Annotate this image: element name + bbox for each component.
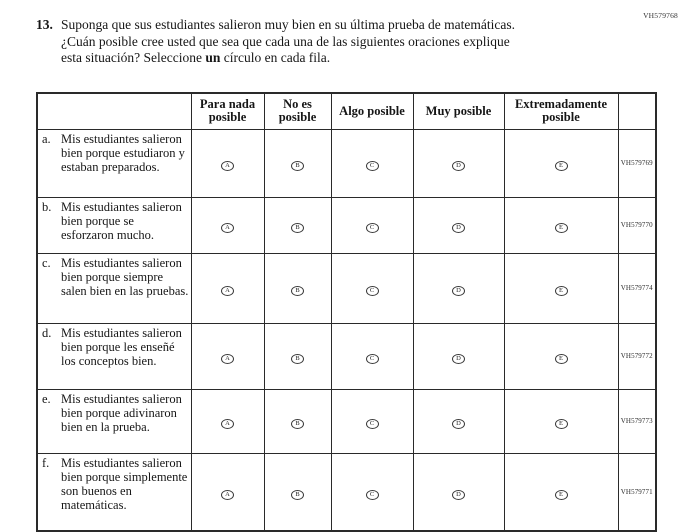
option-cell[interactable] — [191, 253, 264, 323]
table-row-b — [37, 197, 656, 253]
option-cell[interactable] — [191, 129, 264, 197]
option-cell[interactable] — [191, 453, 264, 531]
header-code-empty — [618, 93, 656, 129]
option-d-circle[interactable]: D — [452, 490, 465, 500]
option-cell[interactable] — [331, 323, 413, 389]
row-stem — [37, 253, 191, 323]
question-line-1: Suponga que sus estudiantes salieron muy bien en su última prueba de matemáticas. — [61, 17, 516, 32]
option-cell[interactable] — [504, 453, 618, 531]
option-cell[interactable] — [331, 389, 413, 453]
table-row-e — [37, 389, 656, 453]
accession-code-row: VH579774 — [618, 253, 656, 323]
option-a-circle[interactable]: A — [221, 490, 234, 500]
question-number: 13. — [36, 17, 53, 32]
likert-table — [36, 92, 657, 532]
row-statement: Mis estudiantes salieron bien porque simplemente son buenos en matemáticas. — [61, 455, 188, 513]
table-row-a — [37, 129, 656, 197]
accession-code-page: VH579768 — [643, 11, 678, 20]
option-cell[interactable] — [504, 389, 618, 453]
row-statement: Mis estudiantes salieron bien porque les enseñé los conceptos bien. — [61, 325, 182, 368]
question-text — [61, 17, 515, 67]
question-line-3: esta situación? Seleccione un círculo en cada fila. — [61, 50, 331, 65]
row-stem — [37, 197, 191, 253]
option-b-circle[interactable]: B — [291, 161, 304, 171]
option-e-circle[interactable]: E — [555, 286, 568, 296]
option-cell[interactable] — [413, 129, 504, 197]
option-e-circle[interactable]: E — [555, 161, 568, 171]
option-e-circle[interactable]: E — [555, 490, 568, 500]
option-c-circle[interactable]: C — [366, 354, 379, 364]
table-row-d — [37, 323, 656, 389]
option-d-circle[interactable]: D — [452, 223, 465, 233]
option-cell[interactable] — [504, 129, 618, 197]
option-cell[interactable] — [264, 323, 331, 389]
option-cell[interactable] — [331, 453, 413, 531]
accession-code-row: VH579772 — [618, 323, 656, 389]
option-c-circle[interactable]: C — [366, 490, 379, 500]
header-muy-posible: Muy posible — [413, 93, 504, 129]
option-cell[interactable] — [331, 197, 413, 253]
option-c-circle[interactable]: C — [366, 223, 379, 233]
option-cell[interactable] — [504, 253, 618, 323]
option-b-circle[interactable]: B — [291, 354, 304, 364]
option-cell[interactable] — [264, 197, 331, 253]
option-cell[interactable] — [413, 253, 504, 323]
option-cell[interactable] — [413, 323, 504, 389]
option-c-circle[interactable]: C — [366, 419, 379, 429]
option-d-circle[interactable]: D — [452, 161, 465, 171]
header-algo-posible: Algo posible — [331, 93, 413, 129]
option-a-circle[interactable]: A — [221, 419, 234, 429]
option-cell[interactable] — [264, 453, 331, 531]
option-b-circle[interactable]: B — [291, 286, 304, 296]
option-c-circle[interactable]: C — [366, 286, 379, 296]
row-stem — [37, 129, 191, 197]
option-d-circle[interactable]: D — [452, 354, 465, 364]
row-statement: Mis estudiantes salieron bien porque estudiaron y estaban preparados. — [61, 131, 185, 174]
option-cell[interactable] — [264, 389, 331, 453]
row-letter: d. — [42, 325, 52, 340]
row-letter: a. — [42, 131, 51, 146]
row-stem — [37, 323, 191, 389]
accession-code-row: VH579770 — [618, 197, 656, 253]
option-e-circle[interactable]: E — [555, 223, 568, 233]
accession-code-row: VH579769 — [618, 129, 656, 197]
option-a-circle[interactable]: A — [221, 161, 234, 171]
option-cell[interactable] — [264, 129, 331, 197]
option-cell[interactable] — [504, 197, 618, 253]
question-line-2: ¿Cuán posible cree usted que sea que cada una de las siguientes oraciones explique — [61, 33, 510, 49]
header-extremadamente-posible: Extremadamente posible — [504, 93, 618, 129]
option-cell[interactable] — [504, 323, 618, 389]
table-row-c — [37, 253, 656, 323]
option-b-circle[interactable]: B — [291, 223, 304, 233]
option-a-circle[interactable]: A — [221, 223, 234, 233]
row-letter: b. — [42, 199, 52, 214]
option-cell[interactable] — [331, 129, 413, 197]
option-d-circle[interactable]: D — [452, 419, 465, 429]
option-c-circle[interactable]: C — [366, 161, 379, 171]
option-a-circle[interactable]: A — [221, 286, 234, 296]
row-letter: c. — [42, 255, 51, 270]
header-stem-empty — [37, 93, 191, 129]
accession-code-row: VH579771 — [618, 453, 656, 531]
option-cell[interactable] — [191, 389, 264, 453]
row-statement: Mis estudiantes salieron bien porque se esforzaron mucho. — [61, 199, 182, 242]
option-cell[interactable] — [331, 253, 413, 323]
row-stem — [37, 389, 191, 453]
option-a-circle[interactable]: A — [221, 354, 234, 364]
row-statement: Mis estudiantes salieron bien porque adivinaron bien en la prueba. — [61, 391, 182, 434]
option-cell[interactable] — [413, 197, 504, 253]
question-block — [36, 17, 515, 67]
header-row — [37, 93, 656, 129]
option-cell[interactable] — [413, 453, 504, 531]
row-stem — [37, 453, 191, 531]
option-cell[interactable] — [191, 323, 264, 389]
header-no-es-posible: No es posible — [264, 93, 331, 129]
option-cell[interactable] — [413, 389, 504, 453]
option-b-circle[interactable]: B — [291, 490, 304, 500]
header-para-nada-posible: Para nada posible — [191, 93, 264, 129]
table-row-f — [37, 453, 656, 531]
row-statement: Mis estudiantes salieron bien porque siempre salen bien en las pruebas. — [61, 255, 189, 298]
option-e-circle[interactable]: E — [555, 354, 568, 364]
accession-code-row: VH579773 — [618, 389, 656, 453]
row-letter: e. — [42, 391, 51, 406]
option-b-circle[interactable]: B — [291, 419, 304, 429]
option-cell[interactable] — [264, 253, 331, 323]
row-letter: f. — [42, 455, 50, 470]
option-cell[interactable] — [191, 197, 264, 253]
option-e-circle[interactable]: E — [555, 419, 568, 429]
option-d-circle[interactable]: D — [452, 286, 465, 296]
